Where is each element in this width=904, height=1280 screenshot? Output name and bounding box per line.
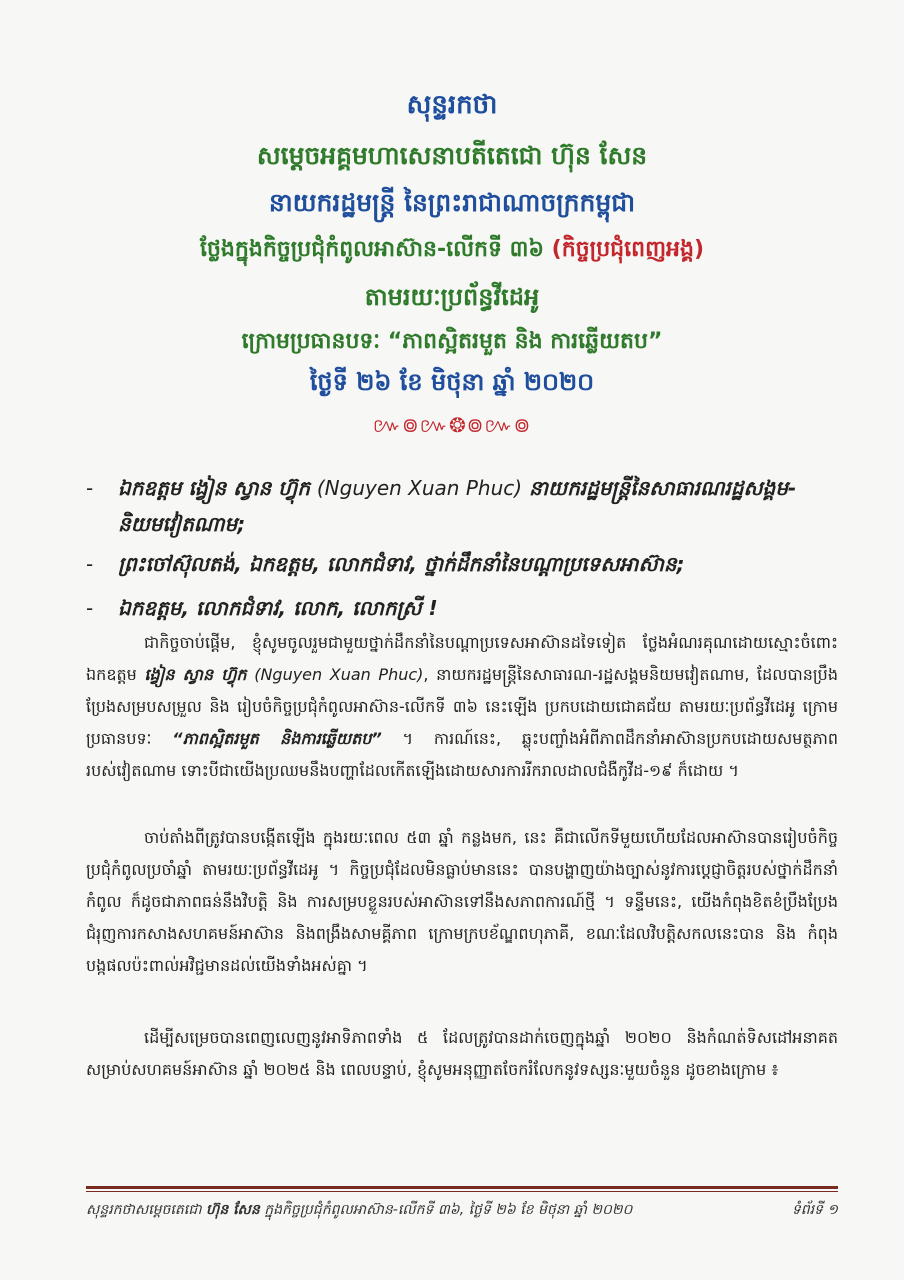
theme-quote: “ភាពស្អិតរមួត និងការឆ្លើយតប”: [172, 729, 382, 748]
speaker-name: សម្ដេចអគ្គមហាសេនាបតីតេជោ ហ៊ុន សែន: [256, 141, 648, 170]
speech-date: ថ្ងៃទី ២៦ ខែ មិថុនា ឆ្នាំ ២០២០: [309, 368, 595, 396]
body-paragraph: ដើម្បីសម្រេចបានពេញលេញនូវអាទិភាពទាំង ៥ ដែលត្រូវបានដាក់ចេញក្នុងឆ្នាំ ២០២០ និងកំណត់ទិសដៅអនាគតសម្រាប់សហគមន៍អាស៊ាន ឆ្នាំ ២០២៥ និង ពេលបន្ទាប់, ខ្ញុំសូមអនុញ្ញាតចែករំលែកនូវទស្សនៈមួយចំនួន ដូចខាងក្រោម ៖: [86, 1028, 838, 1079]
footer-rule: [86, 1186, 838, 1189]
greeting-item: [86, 590, 826, 626]
paragraph-text: ជាកិច្ចចាប់ផ្ដើម, ខ្ញុំសូមចូលរួមជាមួយថ្នាក់ដឹកនាំនៃបណ្ដាប្រទេសអាស៊ានដទៃទៀត ថ្លែងអំណរគុណដោយស្មោះចំពោះ ឯកឧត្ដម: [86, 633, 838, 684]
meeting-mode: តាមរយៈប្រព័ន្ធវីដេអូ: [364, 283, 540, 311]
greeting-item: [86, 546, 826, 582]
footer-name: ហ៊ុន សែន: [205, 1202, 260, 1218]
speaker-position: នាយករដ្ឋមន្ត្រី នៃព្រះរាជាណាចក្រកម្ពុជា: [268, 188, 636, 217]
greeting-text: [118, 470, 826, 542]
greeting-name: ឯកឧត្ដម ង្វៀន ស្វាន ហ៊្វុក: [118, 476, 310, 500]
theme-text: “ភាពស្អិតរមួត និង ការឆ្លើយតប”: [387, 329, 663, 354]
bullet-dash: -: [86, 476, 94, 500]
ornament-divider: ៚៙៚❂៙៚៙: [372, 413, 532, 437]
event-line: [0, 235, 904, 267]
theme-line: [0, 327, 904, 359]
page-number: ទំព័រទី ១: [791, 1202, 838, 1218]
footer-suffix: ក្នុងកិច្ចប្រជុំកំពូលអាស៊ាន-លើកទី ៣៦, ថ្ងៃទី ២៦ ខែ មិថុនា ឆ្នាំ ២០២០: [264, 1202, 633, 1218]
footer-rule-thin: [86, 1191, 838, 1192]
greeting-item: [86, 470, 826, 542]
footer-prefix: សុន្ទរកថាសម្ដេចតេជោ: [86, 1202, 202, 1218]
event-name: ថ្លែងក្នុងកិច្ចប្រជុំកំពូលអាស៊ាន-លើកទី ៣៦: [199, 237, 544, 262]
bullet-dash: -: [86, 596, 94, 620]
footer-caption: [86, 1200, 632, 1221]
pm-name: ង្វៀន ស្វាន ហ៊្វុក: [144, 665, 247, 684]
greeting-text: ឯកឧត្ដម, លោកជំទាវ, លោក, លោកស្រី !: [118, 596, 438, 620]
theme-prefix: ក្រោមប្រធានបទៈ: [241, 329, 381, 354]
paragraph-text: ។ ការណ៍នេះ, ឆ្លុះបញ្ចាំងអំពីភាពដឹកនាំអាស៊ានប្រកបដោយសមត្ថភាពរបស់វៀតណាម ទោះបីជាយើងប្រឈមនឹងបញ្ហាដែលកើតឡើងដោយសារការរីករាលដាលជំងឺកូវីដ-១៩ ក៏ដោយ ។: [86, 729, 838, 780]
paragraph-text: , នាយករដ្ឋមន្ត្រីនៃសាធារណ-រដ្ឋសង្គមនិយមវៀតណាម, ដែលបានប្រឹងប្រែងសម្របសម្រួល និង រៀបចំកិច្ចប្រជុំកំពូលអាស៊ាន-លើកទី ៣៦ នេះឡើង ប្រកបដោយជោគជ័យ តាមរយៈប្រព័ន្ធវីដេអូ ក្រោមប្រធានបទៈ: [86, 665, 838, 748]
speech-title: សុន្ទរកថា: [406, 90, 498, 120]
bullet-dash: -: [86, 552, 94, 576]
greeting-text: ព្រះចៅស៊ុលតង់, ឯកឧត្ដម, លោកជំទាវ, ថ្នាក់ដឹកនាំនៃបណ្ដាប្រទេសអាស៊ាន;: [118, 552, 685, 576]
body-paragraph: ចាប់តាំងពីត្រូវបានបង្កើតឡើង ក្នុងរយៈពេល ៥៣ ឆ្នាំ កន្លងមក, នេះ គឺជាលើកទីមួយហើយដែលអាស៊ានបានរៀបចំកិច្ចប្រជុំកំពូលប្រចាំឆ្នាំ តាមរយៈប្រព័ន្ធវីដេអូ ។ កិច្ចប្រជុំដែលមិនធ្លាប់មាននេះ បានបង្ហាញយ៉ាងច្បាស់នូវការប្ដេជ្ញាចិត្តរបស់ថ្នាក់ដឹកនាំកំពូល ក៏ដូចជាភាពធន់នឹងវិបត្តិ និង ការសម្របខ្លួនរបស់អាស៊ានទៅនឹងសភាពការណ៍ថ្មី ។ ទន្ទឹមនេះ, យើងកំពុងខិតខំប្រឹងប្រែងជំរុញការកសាងសហគមន៍អាស៊ាន និងពង្រឹងសាមគ្គីភាព ក្រោមក្របខ័ណ្ឌពហុភាគី, ខណៈដែលវិបត្តិសកលនេះបាន និង កំពុងបង្កផលប៉ះពាល់អវិជ្ជមានដល់យើងទាំងអស់គ្នា ។: [86, 828, 838, 975]
greeting-title: នាយករដ្ឋមន្ត្រីនៃសាធារណរដ្ឋសង្គម-និយមវៀតណាម;: [118, 476, 797, 536]
body-paragraph: [86, 627, 838, 787]
pm-latin-name: (Nguyen Xuan Phuc): [254, 665, 424, 684]
greeting-latin-name: (Nguyen Xuan Phuc): [316, 476, 523, 500]
event-session: (កិច្ចប្រជុំពេញអង្គ): [551, 237, 705, 262]
